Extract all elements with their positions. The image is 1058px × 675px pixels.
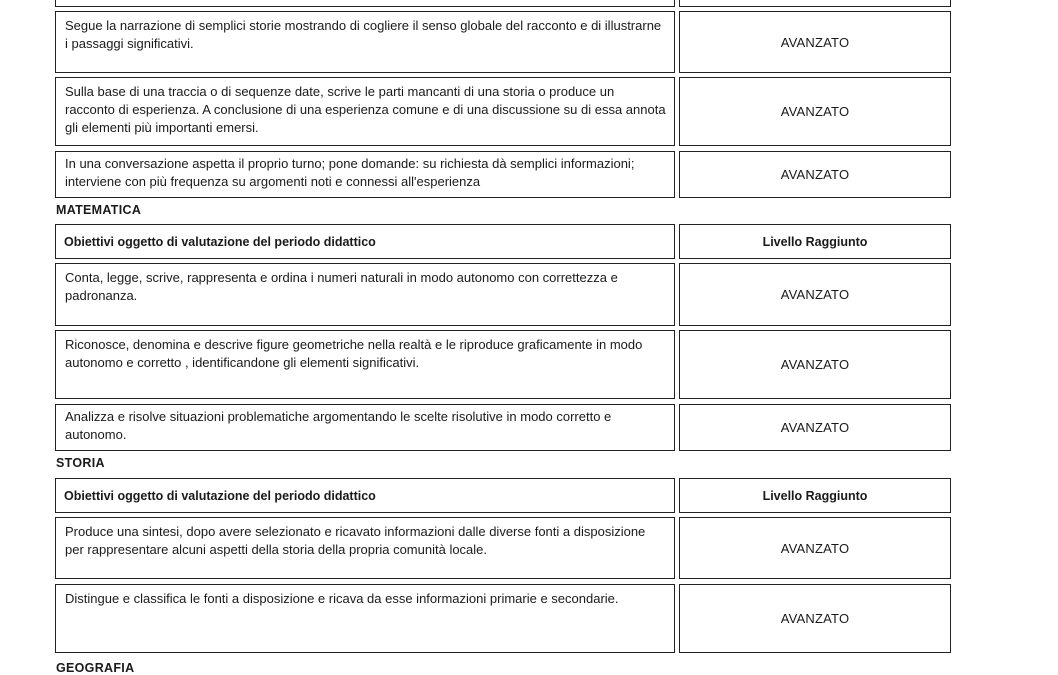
storia-header-level: Livello Raggiunto [679,478,951,513]
storia-row-1-level: AVANZATO [679,517,951,579]
matematica-row-2-level: AVANZATO [679,330,951,399]
matematica-header-objectives: Obiettivi oggetto di valutazione del periodo didattico [55,224,675,259]
italiano-row-3-level: AVANZATO [679,151,951,198]
italiano-row-2-objective: Sulla base di una traccia o di sequenze date, scrive le parti mancanti di una storia o produce un racconto di esperienza. A conclusione di una esperienza comune e di una discussione su di essa annota gli elementi più importanti emersi. [55,77,675,146]
section-title-matematica: MATEMATICA [56,203,142,217]
storia-row-1-objective: Produce una sintesi, dopo avere selezionato e ricavato informazioni dalle diverse fonti a disposizione per rappresentare alcuni aspetti della storia della propria comunità locale. [55,517,675,579]
matematica-header-level: Livello Raggiunto [679,224,951,259]
italiano-row-2-level: AVANZATO [679,77,951,146]
italiano-row-3-objective: In una conversazione aspetta il proprio turno; pone domande: su richiesta dà semplici informazioni; interviene con più frequenza su argomenti noti e connessi all'esperienza [55,151,675,198]
section-title-storia: STORIA [56,456,105,470]
matematica-row-3-objective: Analizza e risolve situazioni problematiche argomentando le scelte risolutive in modo corretto e autonomo. [55,404,675,451]
storia-row-2-level: AVANZATO [679,584,951,653]
matematica-row-1-level: AVANZATO [679,263,951,326]
storia-row-2-objective: Distingue e classifica le fonti a disposizione e ricava da esse informazioni primarie e secondarie. [55,584,675,653]
italiano-row-1-level: AVANZATO [679,11,951,73]
matematica-row-1-objective: Conta, legge, scrive, rappresenta e ordina i numeri naturali in modo autonomo con correttezza e padronanza. [55,263,675,326]
matematica-row-3-level: AVANZATO [679,404,951,451]
italiano-row-0-level [679,0,951,7]
italiano-row-0-objective [55,0,675,7]
italiano-row-1-objective: Segue la narrazione di semplici storie mostrando di cogliere il senso globale del racconto e di illustrarne i passaggi significativi. [55,11,675,73]
storia-header-objectives: Obiettivi oggetto di valutazione del periodo didattico [55,478,675,513]
matematica-row-2-objective: Riconosce, denomina e descrive figure geometriche nella realtà e le riproduce graficamente in modo autonomo e corretto , identificandone gli elementi significativi. [55,330,675,399]
section-title-geografia: GEOGRAFIA [56,661,135,675]
